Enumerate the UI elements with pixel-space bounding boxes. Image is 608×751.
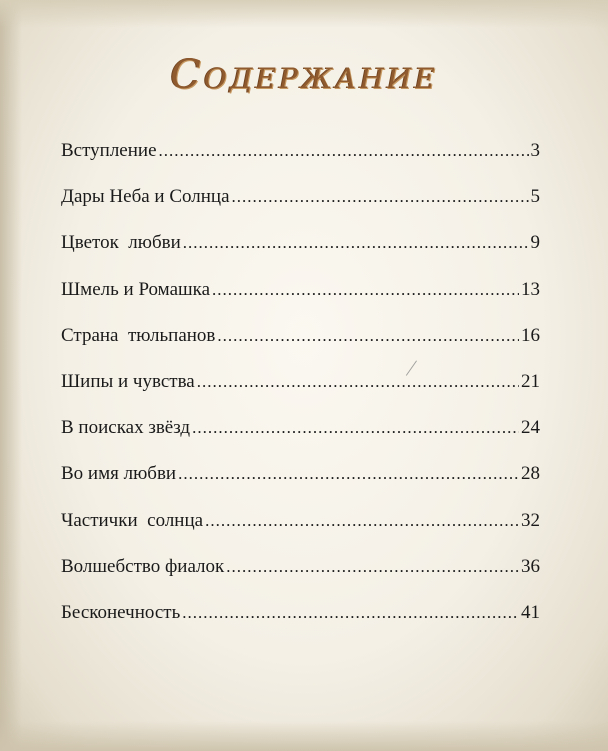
toc-entry-title: Цветок любви <box>61 232 181 254</box>
toc-entry <box>61 602 540 648</box>
toc-entry <box>61 371 540 417</box>
toc-entry <box>61 325 540 371</box>
toc-entry-title: Дары Неба и Солнца <box>61 186 230 208</box>
toc-entry-title: Шмель и Ромашка <box>61 278 211 300</box>
toc-entry <box>61 186 540 232</box>
toc-entry-title: Во имя любви <box>61 463 177 485</box>
toc-entry-title: Волшебство фиалок <box>61 555 225 577</box>
toc-entry-title: Шипы и чувства <box>61 370 195 392</box>
toc-entry-title: Вступление <box>61 140 157 161</box>
table-of-contents <box>61 140 540 648</box>
toc-entry <box>61 232 540 278</box>
toc-entry-page: 21 <box>521 370 540 392</box>
page-edge-shadow-left <box>0 0 22 751</box>
toc-dot-leader <box>212 280 519 300</box>
toc-entry <box>61 140 540 186</box>
toc-entry-page: 24 <box>521 417 540 439</box>
toc-entry <box>61 279 540 325</box>
toc-dot-leader <box>232 187 529 207</box>
toc-entry <box>61 510 540 556</box>
toc-entry-page: 36 <box>521 555 540 577</box>
toc-dot-leader <box>182 603 519 623</box>
toc-dot-leader <box>159 141 529 161</box>
toc-entry-page: 5 <box>530 186 540 208</box>
page-edge-shadow-top <box>0 0 608 28</box>
toc-dot-leader <box>197 372 519 392</box>
toc-entry <box>61 556 540 602</box>
toc-entry-page: 41 <box>521 601 540 623</box>
toc-dot-leader <box>183 233 529 253</box>
toc-entry-page: 32 <box>521 509 540 531</box>
toc-entry-page: 28 <box>521 463 540 485</box>
toc-dot-leader <box>226 557 519 577</box>
toc-entry-page: 16 <box>521 324 540 346</box>
toc-entry-title: Страна тюльпанов <box>61 324 216 346</box>
toc-entry-title: Частички солнца <box>61 509 204 531</box>
toc-entry-page: 13 <box>521 278 540 300</box>
toc-dot-leader <box>192 418 519 438</box>
toc-entry <box>61 463 540 509</box>
page-title: Содержание <box>170 52 438 98</box>
toc-dot-leader <box>205 511 519 531</box>
toc-entry-page: 3 <box>530 140 540 161</box>
toc-entry-title: В поисках звёзд <box>61 417 191 439</box>
toc-dot-leader <box>217 326 519 346</box>
toc-entry <box>61 417 540 463</box>
toc-entry-title: Бесконечность <box>61 601 181 623</box>
page-edge-shadow-bottom <box>0 721 608 751</box>
toc-entry-page: 9 <box>530 232 540 254</box>
toc-dot-leader <box>178 464 519 484</box>
